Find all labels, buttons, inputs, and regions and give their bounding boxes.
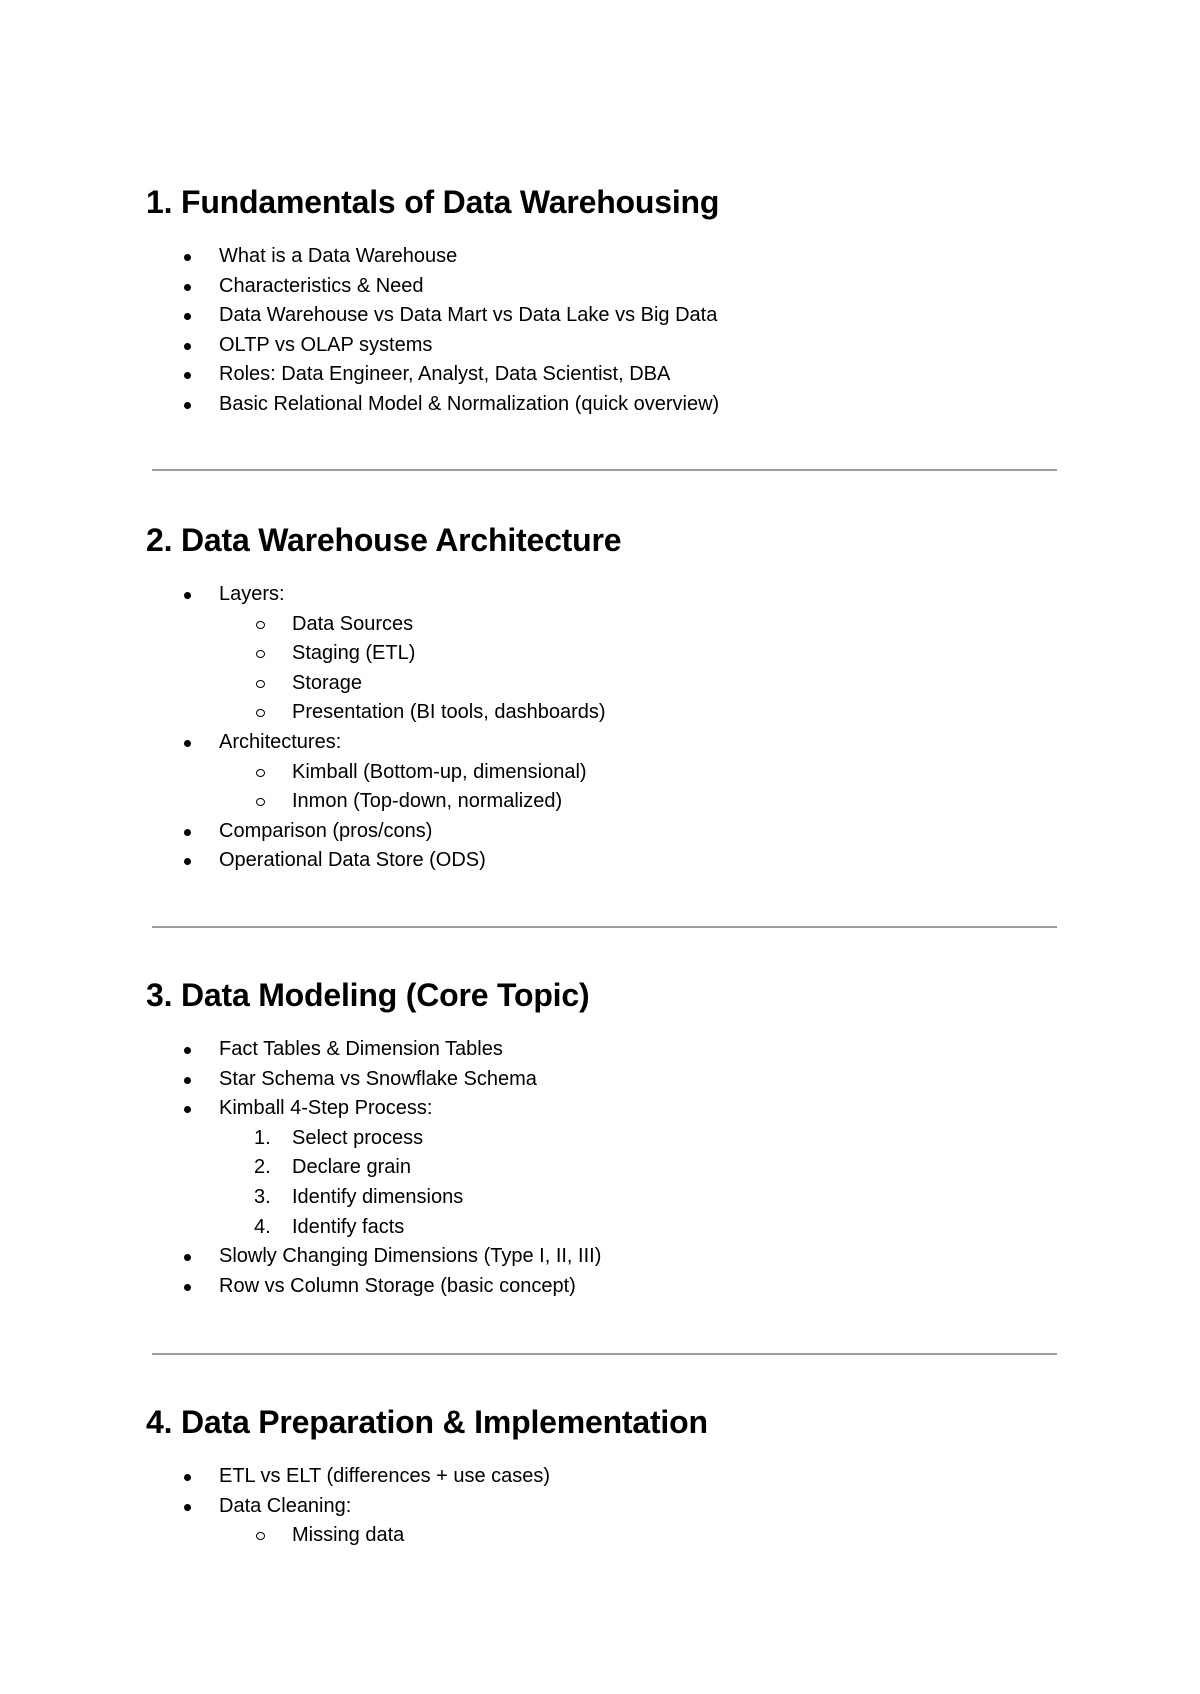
list-item bbox=[146, 390, 1066, 420]
list-item-text: Layers: bbox=[219, 583, 285, 605]
list-item bbox=[146, 1242, 1066, 1272]
list-item-text: Identify facts bbox=[292, 1215, 405, 1238]
bullet-dot-icon bbox=[184, 1504, 191, 1511]
bullet-dot-icon bbox=[184, 829, 191, 836]
bullet-dot-icon bbox=[184, 1077, 191, 1084]
bullet-circle-icon bbox=[256, 709, 265, 717]
bullet-list bbox=[146, 1035, 1066, 1301]
list-item-text: Architectures: bbox=[219, 730, 342, 753]
list-item-text: Comparison (pros/cons) bbox=[219, 819, 433, 842]
sub-list-item bbox=[146, 787, 1066, 817]
list-item-text: Basic Relational Model & Normalization (quick overview) bbox=[219, 392, 720, 415]
list-item-text: Staging (ETL) bbox=[292, 642, 416, 665]
list-item bbox=[146, 301, 1066, 331]
bullet-dot-icon bbox=[184, 343, 191, 350]
numbered-list-item bbox=[146, 1213, 1066, 1243]
bullet-circle-icon bbox=[256, 1532, 265, 1540]
bullet-dot-icon bbox=[184, 1284, 191, 1291]
list-item-text: What is a Data Warehouse bbox=[219, 245, 458, 267]
list-item bbox=[146, 728, 1066, 758]
list-item bbox=[146, 1462, 1066, 1492]
bullet-dot-icon bbox=[184, 1474, 191, 1481]
list-item-text: Slowly Changing Dimensions (Type I, II, III) bbox=[219, 1245, 602, 1268]
sub-list-item bbox=[146, 639, 1066, 669]
list-item-text: Fact Tables & Dimension Tables bbox=[219, 1038, 503, 1060]
list-item bbox=[146, 817, 1066, 847]
section-data-modeling bbox=[146, 975, 1066, 1301]
numbered-list-item bbox=[146, 1124, 1066, 1154]
section-heading: 2. Data Warehouse Architecture bbox=[146, 522, 622, 558]
list-item-text: Operational Data Store (ODS) bbox=[219, 849, 486, 872]
list-item-text: Data Cleaning: bbox=[219, 1494, 352, 1517]
list-item bbox=[146, 1272, 1066, 1302]
sub-list-item bbox=[146, 698, 1066, 728]
list-item bbox=[146, 360, 1066, 390]
section-architecture bbox=[146, 520, 1066, 876]
bullet-list bbox=[146, 1462, 1066, 1551]
bullet-dot-icon bbox=[184, 284, 191, 291]
list-item-text: Data Sources bbox=[292, 612, 414, 635]
list-item bbox=[146, 1094, 1066, 1124]
section-heading: 3. Data Modeling (Core Topic) bbox=[146, 977, 590, 1013]
bullet-dot-icon bbox=[184, 313, 191, 320]
bullet-dot-icon bbox=[184, 740, 191, 747]
list-number: 3. bbox=[254, 1185, 271, 1208]
list-item-text: Declare grain bbox=[292, 1156, 411, 1179]
horizontal-divider bbox=[152, 469, 1057, 471]
list-item bbox=[146, 1035, 1066, 1065]
list-item-text: Inmon (Top-down, normalized) bbox=[292, 790, 563, 813]
list-item-text: Row vs Column Storage (basic concept) bbox=[219, 1274, 576, 1297]
list-item-text: OLTP vs OLAP systems bbox=[219, 333, 433, 356]
list-item-text: Star Schema vs Snowflake Schema bbox=[219, 1067, 537, 1090]
section-heading: 4. Data Preparation & Implementation bbox=[146, 1404, 708, 1440]
bullet-dot-icon bbox=[184, 592, 191, 599]
list-item bbox=[146, 846, 1066, 876]
list-item-text: Identify dimensions bbox=[292, 1185, 464, 1208]
horizontal-divider bbox=[152, 1353, 1057, 1355]
list-item-text: Storage bbox=[292, 671, 363, 694]
bullet-circle-icon bbox=[256, 680, 265, 688]
list-item-text: Data Warehouse vs Data Mart vs Data Lake vs Big Data bbox=[219, 304, 718, 327]
bullet-dot-icon bbox=[184, 1254, 191, 1261]
bullet-list bbox=[146, 580, 1066, 876]
bullet-dot-icon bbox=[184, 1047, 191, 1054]
list-item-text: Roles: Data Engineer, Analyst, Data Scientist, DBA bbox=[219, 363, 671, 386]
list-item-text: Select process bbox=[292, 1126, 424, 1149]
list-number: 1. bbox=[254, 1126, 271, 1149]
numbered-list-item bbox=[146, 1153, 1066, 1183]
list-item-text: Presentation (BI tools, dashboards) bbox=[292, 701, 606, 724]
horizontal-divider bbox=[152, 926, 1057, 928]
bullet-dot-icon bbox=[184, 254, 191, 261]
list-item-text: Kimball 4-Step Process: bbox=[219, 1097, 433, 1120]
list-item-text: Characteristics & Need bbox=[219, 274, 424, 297]
list-number: 4. bbox=[254, 1215, 271, 1238]
bullet-dot-icon bbox=[184, 372, 191, 379]
sub-list-item bbox=[146, 758, 1066, 788]
sub-list-item bbox=[146, 1521, 1066, 1551]
list-item-text: ETL vs ELT (differences + use cases) bbox=[219, 1465, 551, 1487]
list-item bbox=[146, 1492, 1066, 1522]
list-item bbox=[146, 272, 1066, 302]
bullet-circle-icon bbox=[256, 650, 265, 658]
section-fundamentals bbox=[146, 182, 1066, 420]
bullet-list bbox=[146, 242, 1066, 420]
bullet-circle-icon bbox=[256, 621, 265, 629]
bullet-circle-icon bbox=[256, 798, 265, 806]
list-item bbox=[146, 242, 1066, 272]
section-heading: 1. Fundamentals of Data Warehousing bbox=[146, 184, 720, 220]
numbered-list-item bbox=[146, 1183, 1066, 1213]
list-number: 2. bbox=[254, 1156, 271, 1179]
list-item-text: Kimball (Bottom-up, dimensional) bbox=[292, 760, 587, 783]
section-data-preparation bbox=[146, 1402, 1066, 1551]
bullet-dot-icon bbox=[184, 1106, 191, 1113]
list-item bbox=[146, 1065, 1066, 1095]
list-item bbox=[146, 580, 1066, 610]
sub-list-item bbox=[146, 610, 1066, 640]
bullet-circle-icon bbox=[256, 769, 265, 777]
bullet-dot-icon bbox=[184, 402, 191, 409]
bullet-dot-icon bbox=[184, 858, 191, 865]
list-item bbox=[146, 331, 1066, 361]
sub-list-item bbox=[146, 669, 1066, 699]
list-item-text: Missing data bbox=[292, 1524, 405, 1547]
